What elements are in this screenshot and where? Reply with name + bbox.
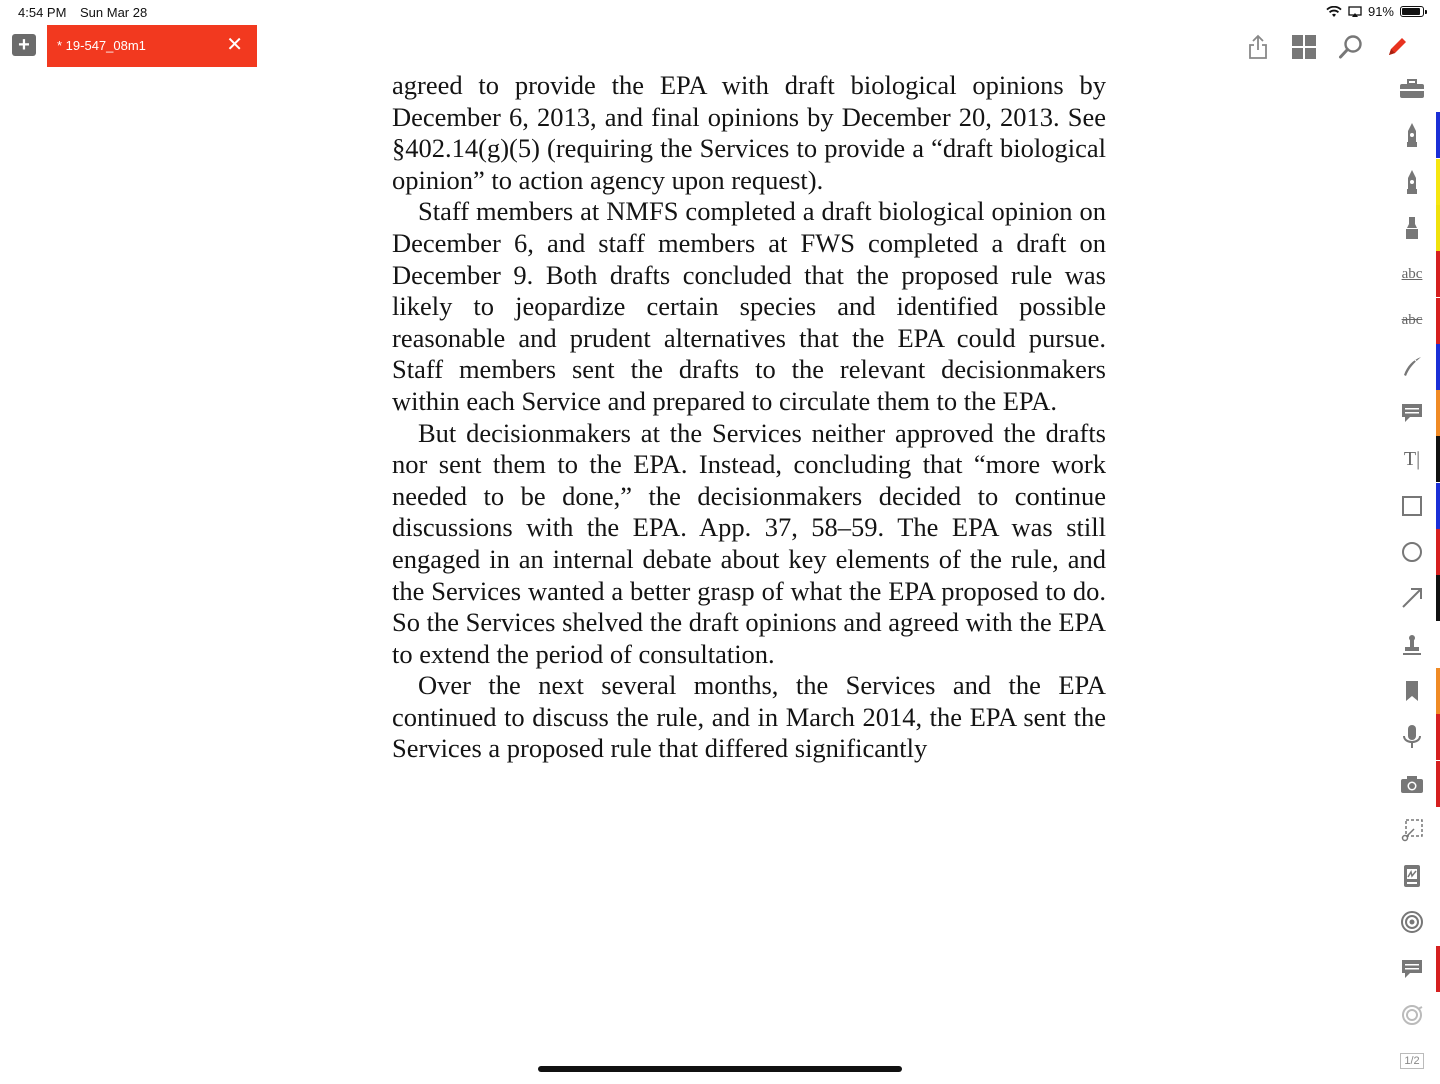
target-icon[interactable] [1384, 899, 1440, 945]
top-toolbar [1260, 30, 1440, 64]
status-bar [0, 0, 1440, 26]
close-tab-icon[interactable]: ✕ [226, 34, 243, 56]
ellipse-icon[interactable] [1384, 529, 1440, 575]
text-box-icon[interactable] [1384, 436, 1440, 482]
marker-icon[interactable] [1384, 205, 1440, 251]
sync-icon[interactable] [1384, 992, 1440, 1038]
page-indicator[interactable] [1384, 1038, 1440, 1084]
battery-percentage: 91% [1367, 4, 1394, 19]
rectangle-icon[interactable] [1384, 483, 1440, 529]
new-tab-button[interactable]: + [12, 34, 36, 56]
microphone-icon[interactable] [1384, 714, 1440, 760]
ellipse-icon-color-stripe [1436, 529, 1440, 575]
comment-icon-color-stripe [1436, 390, 1440, 436]
annotate-pencil-icon[interactable] [1380, 30, 1414, 64]
microphone-icon-color-stripe [1436, 714, 1440, 760]
text-box-icon-color-stripe [1436, 436, 1440, 482]
note-icon-color-stripe [1436, 946, 1440, 992]
highlighter-blue-icon[interactable] [1384, 112, 1440, 158]
status-time: 4:54 PM [18, 5, 67, 20]
comment-icon[interactable] [1384, 390, 1440, 436]
underline-text-icon-label: abc [1401, 265, 1423, 282]
note-icon[interactable] [1384, 946, 1440, 992]
strikethrough-text-icon-color-stripe [1436, 298, 1440, 344]
page-indicator-label: 1/2 [1400, 1053, 1423, 1069]
document-tab[interactable] [47, 25, 257, 67]
status-indicators [1326, 4, 1424, 19]
strikethrough-text-icon-label: abc [1401, 312, 1423, 328]
paragraph-1: agreed to provide the EPA with draft biological opinions by December 6, 2013, and final opinions by December 20, 2013. See §402.14(g)(5) (requiring the Services to provide a “draft biological opinion” to action agency upon request). [392, 70, 1106, 195]
highlighter-yellow-icon[interactable] [1384, 159, 1440, 205]
signature-icon[interactable] [1384, 853, 1440, 899]
pen-icon-color-stripe [1436, 344, 1440, 390]
text-box-icon-label: T| [1403, 447, 1421, 470]
annotation-toolbar [1384, 66, 1440, 1080]
snip-icon[interactable] [1384, 807, 1440, 853]
arrow-icon[interactable] [1384, 575, 1440, 621]
bookmark-icon-color-stripe [1436, 668, 1440, 714]
battery-icon [1400, 6, 1424, 17]
search-icon[interactable] [1334, 30, 1368, 64]
stamp-icon[interactable] [1384, 622, 1440, 668]
screen-mirroring-icon [1348, 6, 1362, 18]
arrow-icon-color-stripe [1436, 575, 1440, 621]
rectangle-icon-color-stripe [1436, 483, 1440, 529]
paragraph-3: But decisionmakers at the Services neither approved the drafts nor sent them to the EPA. Instead, concluding that “more work needed to be done,” the decisionmakers decided to continue discussions with the EPA. App. 37, 58–59. The EPA was still engaged in an internal debate about key elements of the rule, and the Services wanted a better grasp of what the EPA proposed to do. So the Services shelved the draft opinions and agreed with the EPA to extend the period of consultation. [392, 417, 1106, 669]
camera-icon[interactable] [1384, 761, 1440, 807]
underline-text-icon-color-stripe [1436, 251, 1440, 297]
home-indicator[interactable] [538, 1066, 902, 1072]
marker-icon-color-stripe [1436, 205, 1440, 251]
highlighter-yellow-icon-color-stripe [1436, 159, 1440, 205]
pen-icon[interactable] [1384, 344, 1440, 390]
wifi-icon [1326, 6, 1342, 18]
bookmark-icon[interactable] [1384, 668, 1440, 714]
paragraph-4: Over the next several months, the Services and the EPA continued to discuss the rule, and in March 2014, the EPA sent the Services a proposed rule that differed significantly [392, 670, 1106, 764]
document-tab-title: * 19-547_08m1 [57, 38, 146, 53]
document-page [392, 70, 1106, 765]
highlighter-blue-icon-color-stripe [1436, 112, 1440, 158]
underline-text-icon[interactable] [1384, 251, 1440, 297]
camera-icon-color-stripe [1436, 761, 1440, 807]
paragraph-2: Staff members at NMFS completed a draft biological opinion on December 6, and staff members at FWS completed a draft on December 9. Both drafts concluded that the proposed rule was likely to jeopardize certain species and identified possible reasonable and prudent alternatives that the EPA could pursue. Staff members sent the drafts to the relevant decisionmakers within each Service and prepared to circulate them to the EPA. [392, 196, 1106, 416]
share-icon[interactable] [1241, 30, 1275, 64]
toolbox-icon[interactable] [1384, 66, 1440, 112]
grid-view-icon[interactable] [1287, 30, 1321, 64]
status-date: Sun Mar 28 [80, 5, 148, 20]
strikethrough-text-icon[interactable] [1384, 298, 1440, 344]
